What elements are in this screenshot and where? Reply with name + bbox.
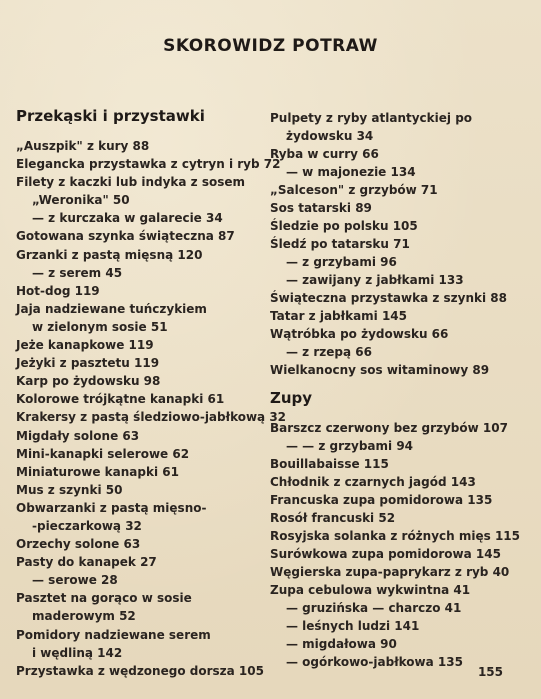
index-entry: Elegancka przystawka z cytryn i ryb 72 xyxy=(16,157,281,172)
index-entry: Pasztet na gorąco w sosie xyxy=(16,591,192,606)
index-entry: Tatar z jabłkami 145 xyxy=(270,309,408,323)
index-entry: — z serem 45 xyxy=(32,265,123,280)
index-entry: Jaja nadziewane tuńczykiem xyxy=(16,301,207,316)
index-entry: -pieczarkową 32 xyxy=(32,518,142,533)
index-entry: — leśnych ludzi 141 xyxy=(286,619,420,633)
index-entry: Węgierska zupa-paprykarz z ryb 40 xyxy=(270,565,510,579)
index-entry: Chłodnik z czarnych jagód 143 xyxy=(270,475,476,489)
index-entry: Miniaturowe kanapki 61 xyxy=(16,464,179,479)
index-entry: Ryba w curry 66 xyxy=(270,147,379,161)
index-entry: „Salceson" z grzybów 71 xyxy=(270,183,438,197)
index-entry: Hot-dog 119 xyxy=(16,283,100,298)
index-entry: Mus z szynki 50 xyxy=(16,482,123,497)
index-entry: Krakersy z pastą śledziowo-jabłkową 32 xyxy=(16,410,287,425)
index-entry: — z kurczaka w galarecie 34 xyxy=(32,211,223,226)
index-entry: i wędliną 142 xyxy=(32,645,123,660)
index-entry: Rosyjska solanka z różnych mięs 115 xyxy=(270,529,520,543)
section-spacer xyxy=(270,379,528,389)
index-entry: Zupa cebulowa wykwintna 41 xyxy=(270,583,471,597)
index-entry: — serowe 28 xyxy=(32,573,118,588)
left-column xyxy=(16,107,287,680)
appetizers-list xyxy=(16,137,287,680)
index-entry: Bouillabaisse 115 xyxy=(270,457,389,471)
section-heading-soups: Zupy xyxy=(270,389,313,407)
index-entry: „Weronika" 50 xyxy=(32,193,130,208)
index-entry: — w majonezie 134 xyxy=(286,165,416,179)
section-heading-appetizers: Przekąski i przystawki xyxy=(16,107,205,125)
index-entry: Śledzie po polsku 105 xyxy=(270,219,418,233)
index-entry: — migdałowa 90 xyxy=(286,637,397,651)
index-entry: Jeże kanapkowe 119 xyxy=(16,338,154,353)
index-entry: Migdały solone 63 xyxy=(16,428,140,443)
index-entry: żydowsku 34 xyxy=(286,129,374,143)
index-entry: — ogórkowo-jabłkowa 135 xyxy=(286,655,463,669)
index-entry: Świąteczna przystawka z szynki 88 xyxy=(270,291,507,305)
index-entry: Grzanki z pastą mięsną 120 xyxy=(16,247,203,262)
index-entry: Gotowana szynka świąteczna 87 xyxy=(16,229,235,244)
index-entry: Pomidory nadziewane serem xyxy=(16,627,211,642)
index-entry: Karp po żydowsku 98 xyxy=(16,374,161,389)
index-entry: Jeżyki z pasztetu 119 xyxy=(16,356,160,371)
index-entry: Wątróbka po żydowsku 66 xyxy=(270,327,449,341)
right-column xyxy=(270,109,528,671)
index-entry: Przystawka z wędzonego dorsza 105 xyxy=(16,663,264,678)
index-entry: Pasty do kanapek 27 xyxy=(16,555,157,570)
index-entry: Kolorowe trójkątne kanapki 61 xyxy=(16,392,225,407)
index-entry: Mini-kanapki selerowe 62 xyxy=(16,446,190,461)
index-entry: Wielkanocny sos witaminowy 89 xyxy=(270,363,490,377)
index-entry: — z rzepą 66 xyxy=(286,345,372,359)
index-entry: Francuska zupa pomidorowa 135 xyxy=(270,493,493,507)
index-entry: Obwarzanki z pastą mięsno- xyxy=(16,500,207,515)
index-entry: — zawijany z jabłkami 133 xyxy=(286,273,464,287)
index-entry: — gruzińska — charczo 41 xyxy=(286,601,462,615)
page-number: 155 xyxy=(477,665,503,679)
index-entry: Barszcz czerwony bez grzybów 107 xyxy=(270,421,508,435)
index-entry: maderowym 52 xyxy=(32,609,136,624)
index-entry: — z grzybami 96 xyxy=(286,255,397,269)
index-entry: Rosół francuski 52 xyxy=(270,511,396,525)
index-entry: Filety z kaczki lub indyka z sosem xyxy=(16,175,245,190)
index-entry: „Auszpik" z kury 88 xyxy=(16,139,150,153)
index-entry: Sos tatarski 89 xyxy=(270,201,372,215)
index-entry: Śledź po tatarsku 71 xyxy=(270,237,410,251)
index-entry: Surówkowa zupa pomidorowa 145 xyxy=(270,547,501,561)
index-entry: Orzechy solone 63 xyxy=(16,537,141,552)
index-entry: — — z grzybami 94 xyxy=(286,439,414,453)
page-title: SKOROWIDZ POTRAW xyxy=(163,36,378,56)
appetizers-list-continued xyxy=(270,109,528,379)
index-entry: Pulpety z ryby atlantyckiej po xyxy=(270,111,473,125)
index-entry: w zielonym sosie 51 xyxy=(32,319,168,334)
soups-list xyxy=(270,419,528,671)
